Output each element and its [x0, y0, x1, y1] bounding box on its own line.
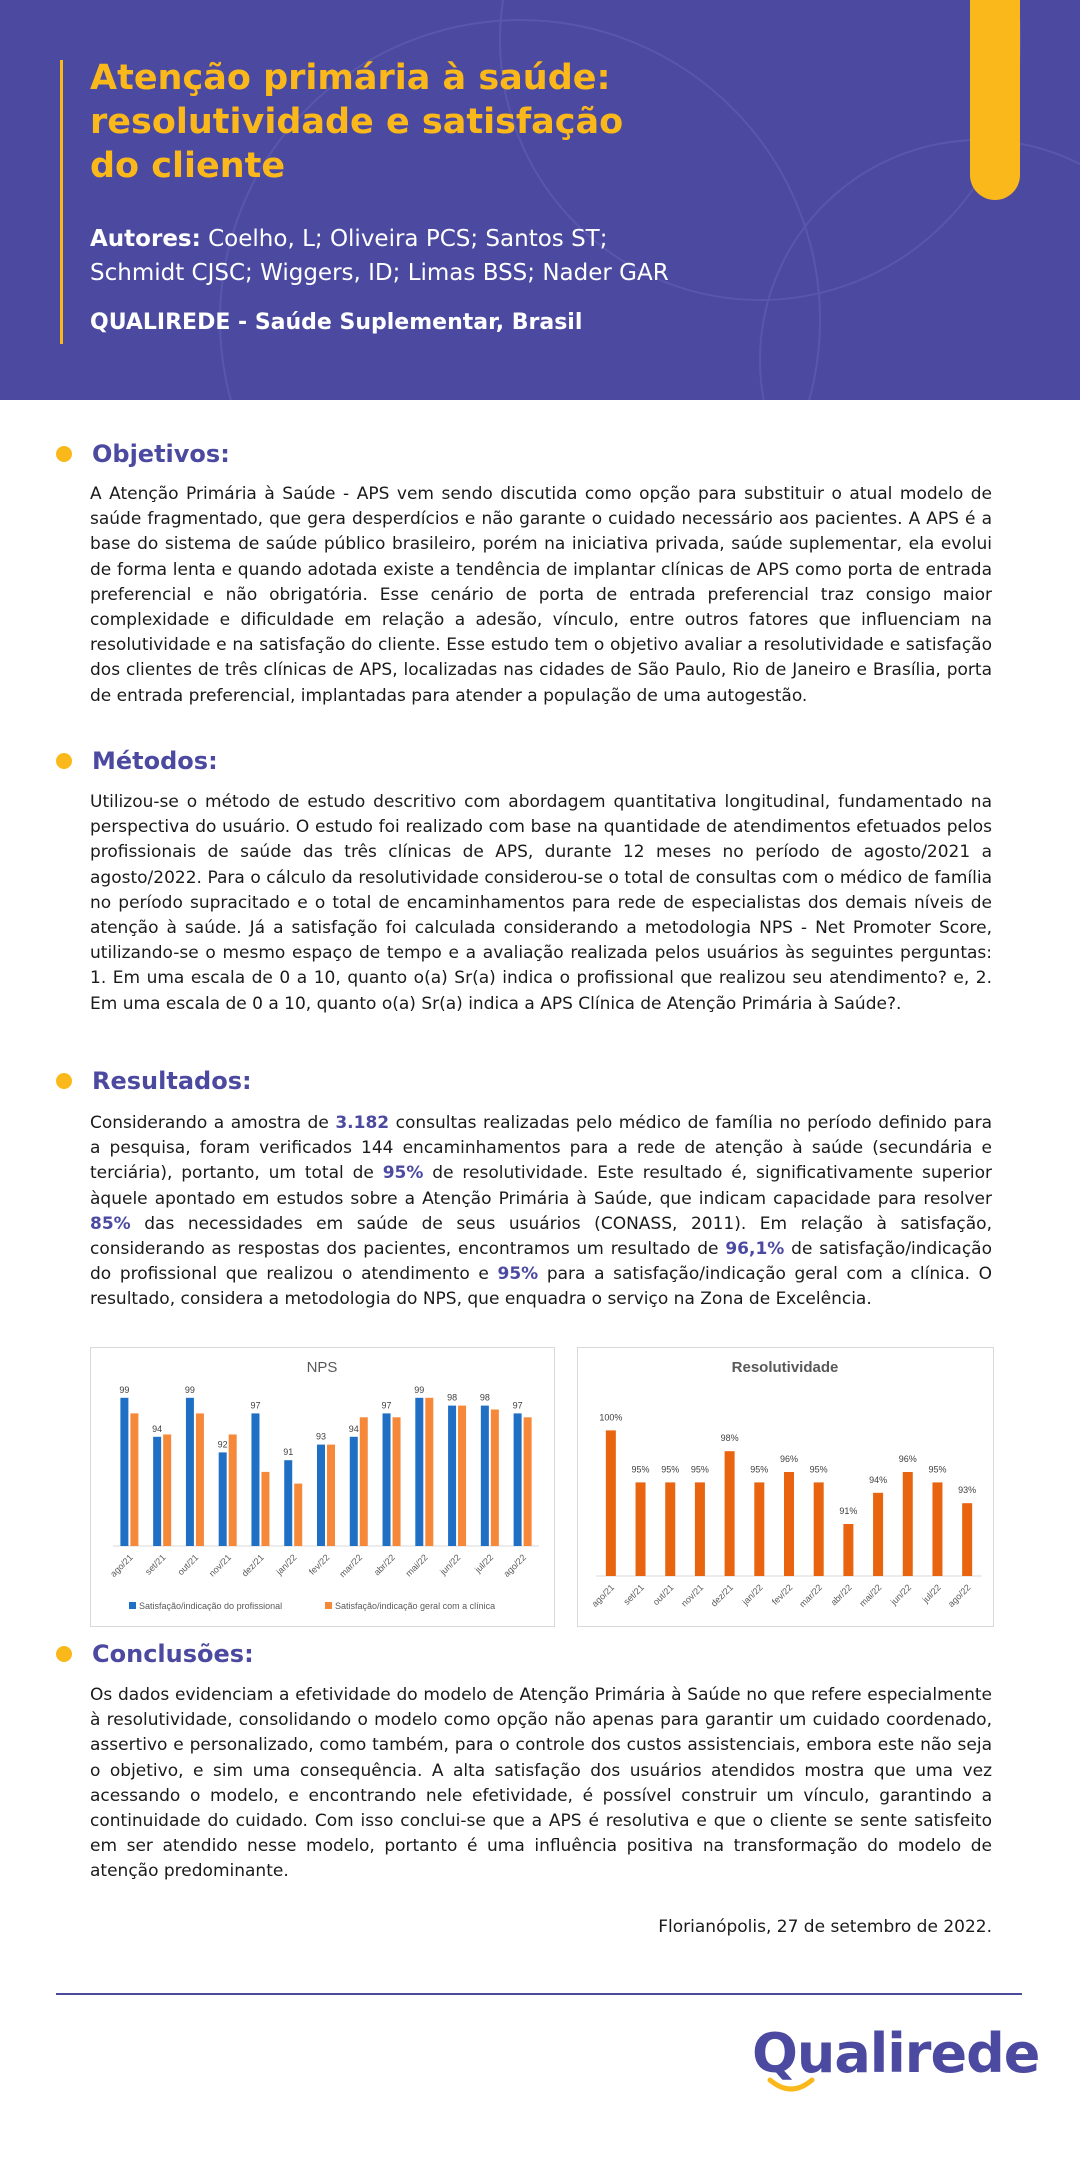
data-label: 98: [447, 1392, 458, 1403]
nps-bar: [524, 1417, 532, 1546]
x-tick-label: mar/22: [337, 1552, 365, 1580]
nps-bar: [186, 1398, 194, 1546]
bullet-dot-icon: [56, 753, 72, 769]
data-label: 93: [315, 1431, 327, 1442]
resolutividade-bar: [903, 1472, 913, 1576]
resolutividade-bar: [843, 1524, 853, 1576]
nps-bar: [251, 1413, 259, 1546]
x-tick-label: jun/22: [438, 1552, 463, 1577]
accent-pill: [970, 0, 1020, 200]
x-tick-label: dez/21: [239, 1552, 266, 1579]
x-tick-label: ago/22: [501, 1552, 529, 1579]
legend-entry: Satisfação/indicação do profissional: [139, 1601, 283, 1611]
nps-chart: [90, 1347, 555, 1627]
x-tick-label: jan/22: [274, 1552, 299, 1577]
legend-swatch: [325, 1602, 332, 1609]
x-tick-label: jun/22: [888, 1582, 914, 1607]
section-resultados-header: [56, 1067, 252, 1095]
bullet-dot-icon: [56, 1646, 72, 1662]
nps-bar: [294, 1484, 302, 1546]
section-title: Métodos:: [92, 747, 218, 775]
data-label: 97: [250, 1400, 261, 1411]
resolutividade-bar: [962, 1503, 972, 1576]
nps-bar: [481, 1406, 489, 1546]
data-label: 95%: [928, 1464, 947, 1475]
x-tick-label: jul/22: [920, 1582, 943, 1605]
resolutividade-bar: [754, 1482, 764, 1576]
nps-bar: [393, 1417, 401, 1546]
data-label: 99: [184, 1384, 195, 1395]
data-label: 92: [217, 1439, 228, 1450]
metodos-text: Utilizou-se o método de estudo descritivo com abordagem quantitativa longitudinal, fundamentado na perspectiva do usuário. O estudo foi realizado com base na quantidade de atendimentos efetuados pelos profissionais de saúde das três clínicas de APS, durante 12 meses no período de agosto/2021 a agosto/2022. Para o cálculo da resolutividade considerou-se o total de consultas com o médico de família no período supracitado e o total de encaminhamentos para rede de especialistas dos demais níveis de atenção à saúde. Já a satisfação foi calculada considerando a metodologia NPS - Net Promoter Score, utilizando-se o mesmo espaço de tempo e a avaliação realizada pelos usuários às seguintes perguntas: 1. Em uma escala de 0 a 10, quanto o(a) Sr(a) indica o profissional que realizou seu atendimento? e, 2. Em uma escala de 0 a 10, quanto o(a) Sr(a) indica a APS Clínica de Atenção Primária à Saúde?.: [90, 792, 992, 1014]
nps-chart-svg: [91, 1348, 554, 1626]
chart-title: NPS: [306, 1359, 338, 1376]
section-objetivos-header: [56, 440, 230, 468]
x-tick-label: abr/22: [371, 1552, 397, 1578]
nps-bar: [317, 1445, 325, 1546]
x-tick-label: jul/22: [472, 1552, 496, 1575]
authors-label: Autores:: [90, 226, 201, 252]
authors-line-1: Coelho, L; Oliveira PCS; Santos ST;: [200, 226, 608, 252]
x-tick-label: out/21: [175, 1552, 201, 1578]
data-label: 93%: [958, 1485, 977, 1496]
objetivos-text: A Atenção Primária à Saúde - APS vem sendo discutida como opção para substituir o atual modelo de saúde fragmentado, que gera desperdícios e não garante o cuidado necessário aos pacientes. A APS é a base do sistema de saúde público brasileiro, porém na iniciativa privada, saúde suplementar, ela evolui de forma lenta e quando adotada existe a tendência de implantar clínicas de APS como porta de entrada preferencial e não obrigatória. Esse cenário de porta de entrada preferencial traz consigo maior complexidade e dificuldade em relação a adesão, vínculo, entre outros fatores que influenciam na resolutividade e na satisfação do cliente. Esse estudo tem o objetivo avaliar a resolutividade e satisfação dos clientes de três clínicas de APS, localizadas nas cidades de São Paulo, Rio de Janeiro e Brasília, porta de entrada preferencial, implantadas para atender a população de uma autogestão.: [90, 484, 992, 706]
data-label: 95%: [631, 1464, 650, 1475]
data-label: 97: [512, 1400, 523, 1411]
data-label: 97: [381, 1400, 392, 1411]
resolutividade-chart-svg: [578, 1348, 993, 1626]
x-tick-label: mai/22: [857, 1582, 884, 1609]
nps-bar: [261, 1472, 269, 1546]
resolutividade-bar: [725, 1451, 735, 1576]
section-title: Conclusões:: [92, 1640, 254, 1668]
nps-bar: [153, 1437, 161, 1546]
x-tick-label: dez/21: [708, 1582, 736, 1609]
resolutividade-bar: [695, 1482, 705, 1576]
data-label: 96%: [898, 1454, 917, 1464]
nps-bar: [120, 1398, 128, 1546]
x-tick-label: ago/22: [946, 1582, 973, 1609]
x-tick-label: abr/22: [828, 1582, 854, 1608]
x-tick-label: mai/22: [403, 1552, 430, 1579]
section-title: Objetivos:: [92, 440, 230, 468]
nps-bar: [425, 1398, 433, 1546]
chart-title: Resolutividade: [731, 1359, 839, 1376]
resultados-text: Considerando a amostra de 3.182 consultas realizadas pelo médico de família no período definido para a pesquisa, foram verificados 144 encaminhamentos para a rede de atenção à saúde (secundária e terciária), portanto, um total de 95% de resolutividade. Este resultado é, significativamente superior àquele apontado em estudos sobre a Atenção Primária à Saúde, que indicam capacidade para resolver 85% das necessidades em saúde de seus usuários (CONASS, 2011). Em relação à satisfação, considerando as respostas dos pacientes, encontramos um resultado de 96,1% de satisfação/indicação do profissional que realizou o atendimento e 95% para a satisfação/indicação geral com a clínica. O resultado, considera a metodologia do NPS, que enquadra o serviço na Zona de Excelência.: [90, 1113, 992, 1310]
nps-bar: [491, 1410, 499, 1547]
resolutividade-bar: [932, 1482, 942, 1576]
qualirede-logo: Qualirede: [752, 2022, 1040, 2085]
resolutividade-bar: [873, 1493, 883, 1576]
nps-bar: [196, 1413, 204, 1546]
data-label: 98%: [720, 1433, 739, 1444]
x-tick-label: set/21: [143, 1552, 168, 1577]
section-conclusoes-header: [56, 1640, 254, 1668]
x-tick-label: jan/22: [740, 1582, 765, 1607]
nps-bar: [219, 1452, 227, 1546]
legend-swatch: [129, 1602, 136, 1609]
institution: QUALIREDE - Saúde Suplementar, Brasil: [90, 310, 583, 335]
x-tick-label: fev/22: [306, 1552, 332, 1577]
resolutividade-bar: [665, 1482, 675, 1576]
data-label: 95%: [809, 1464, 828, 1475]
conclusoes-text: Os dados evidenciam a efetividade do modelo de Atenção Primária à Saúde no que refere especialmente à resolutividade, consolidando o modelo como opção não apenas para garantir um cuidado coordenado, assertivo e personalizado, como também, para o controle dos custos assistenciais, embora este não seja o objetivo, e sim uma consequência. A alta satisfação dos usuários atendidos mostra que uma vez acessando o modelo, e encontrando nele efetividade, é possível construir um vínculo, garantindo a continuidade do cuidado. Com isso conclui-se que a APS é resolutiva e que o cliente se sente satisfeito em ser atendido nesse modelo, portanto é uma influência positiva na transformação do modelo de atenção predominante.: [90, 1685, 992, 1882]
section-metodos-header: [56, 747, 218, 775]
x-tick-label: out/21: [650, 1582, 676, 1608]
logo-smile-icon: [766, 2076, 816, 2096]
nps-bar: [163, 1434, 171, 1546]
data-label: 99: [119, 1384, 130, 1395]
section-title: Resultados:: [92, 1067, 252, 1095]
data-label: 100%: [599, 1412, 623, 1423]
data-label: 95%: [750, 1464, 769, 1475]
x-tick-label: nov/21: [679, 1582, 706, 1609]
data-label: 99: [414, 1384, 425, 1395]
title-accent-line: [60, 60, 63, 344]
data-label: 96%: [779, 1454, 799, 1464]
x-tick-label: nov/21: [206, 1552, 234, 1579]
nps-bar: [327, 1445, 335, 1546]
data-label: 94: [152, 1423, 163, 1434]
legend-entry: Satisfação/indicação geral com a clínica: [335, 1601, 496, 1611]
x-tick-label: ago/21: [589, 1582, 617, 1609]
resolutividade-bar: [636, 1482, 646, 1576]
poster-title: Atenção primária à saúde: resolutividade e satisfação do cliente: [90, 58, 624, 186]
header-banner: [0, 0, 1080, 400]
footer-divider: [56, 1993, 1022, 1995]
resolutividade-bar: [606, 1430, 616, 1576]
nps-bar: [514, 1413, 522, 1546]
nps-bar: [448, 1406, 456, 1546]
resolutividade-bar: [814, 1482, 824, 1576]
nps-bar: [229, 1434, 237, 1546]
data-label: 95%: [690, 1464, 709, 1475]
data-label: 94%: [869, 1474, 888, 1485]
authors: [90, 222, 790, 290]
bullet-dot-icon: [56, 1073, 72, 1089]
nps-bar: [284, 1460, 292, 1546]
authors-line-2: Schmidt CJSC; Wiggers, ID; Limas BSS; Nader GAR: [90, 260, 669, 286]
data-label: 98: [479, 1392, 490, 1403]
resolutividade-chart: [577, 1347, 994, 1627]
nps-bar: [360, 1417, 368, 1546]
nps-bar: [415, 1398, 423, 1546]
x-tick-label: set/21: [621, 1582, 646, 1607]
x-tick-label: mar/22: [797, 1582, 825, 1610]
nps-bar: [130, 1413, 138, 1546]
data-label: 94: [348, 1423, 359, 1434]
data-label: 91%: [839, 1506, 858, 1516]
data-label: 91: [283, 1447, 294, 1458]
x-tick-label: ago/21: [108, 1552, 135, 1579]
bullet-dot-icon: [56, 446, 72, 462]
nps-bar: [458, 1406, 466, 1546]
nps-bar: [350, 1437, 358, 1546]
x-tick-label: fev/22: [769, 1582, 795, 1607]
resolutividade-bar: [784, 1472, 794, 1576]
data-label: 95%: [661, 1464, 680, 1475]
nps-bar: [383, 1413, 391, 1546]
date-location: Florianópolis, 27 de setembro de 2022.: [658, 1917, 992, 1937]
